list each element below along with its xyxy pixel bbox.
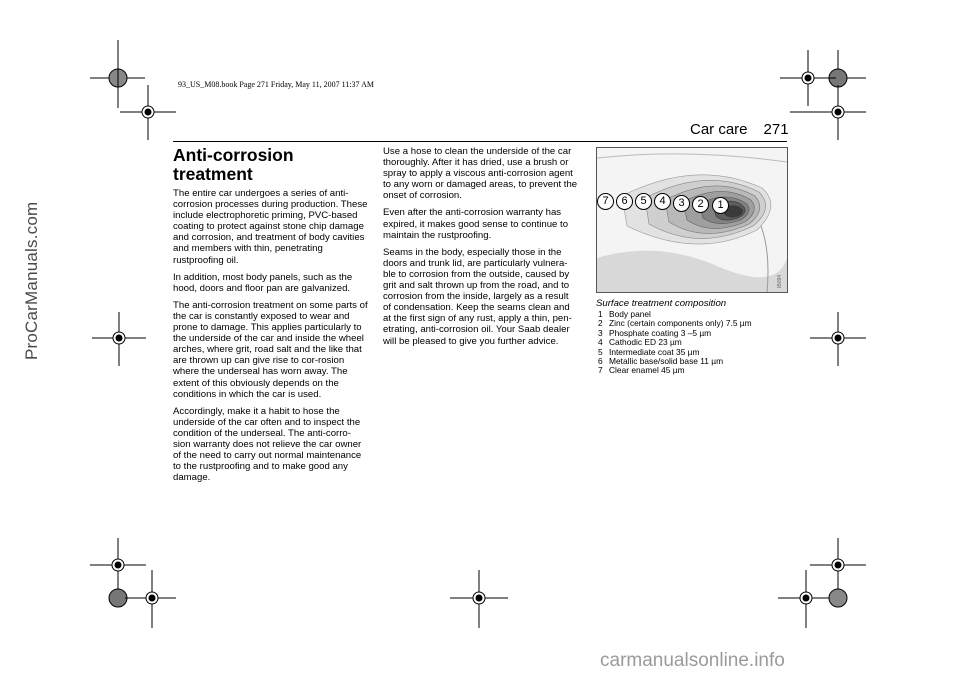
surface-treatment-figure <box>596 147 788 293</box>
coating-layers-illustration <box>597 148 787 292</box>
footer-watermark: carmanualsonline.info <box>600 650 785 671</box>
paragraph: Use a hose to clean the underside of the car thoroughly. After it has dried, use a brush or spray to apply a viscous anti-corrosion agent to any worn or damaged areas, to prevent the onset of corrosion. <box>383 146 578 202</box>
legend-item: 6 Metallic base/solid base 11 µm <box>598 356 724 367</box>
file-header: 93_US_M08.book Page 271 Friday, May 11, 2007 11:37 AM <box>178 80 374 89</box>
section-heading: Anti-corrosion treatment <box>173 145 294 184</box>
paragraph: Seams in the body, especially those in the doors and trunk lid, are particularly vulnera-ble to corrosion from the outside, caused by grit and salt thrown up from the road, and to corrosion from the inside, largely as a result of condensation. Keep the seams clean and at the first sign of any rust, apply a thin, pen-etrating, anti-corrosion oil. Your Saab dealer will be pleased to give you further advice. <box>383 246 572 347</box>
legend-item: 3 Phosphate coating 3 –5 µm <box>598 327 712 338</box>
legend-item: 1 Body panel <box>598 309 651 319</box>
figure-caption: Surface treatment composition <box>596 298 727 309</box>
paragraph: In addition, most body panels, such as the hood, doors and floor pan are galvanized. <box>173 271 353 294</box>
header-rule <box>173 141 787 142</box>
paragraph: The entire car undergoes a series of anti-corrosion processes during production. These include electrophoretic priming, PVC-based coating to protect against stone chip damage and corrosion, and treatment of body cavities and members with thin, penetrating rustproofing oil. <box>173 188 368 266</box>
callout: 4 <box>654 193 671 210</box>
callout: 7 <box>597 193 614 210</box>
page-number: 271 <box>763 121 789 138</box>
paragraph: The anti-corrosion treatment on some parts of the car is constantly exposed to wear and prone to damage. This applies particularly to the underside of the car and inside the wheel arches, where grit, road salt and the like that are thrown up can give rise to cor-rosion where the underseal has worn away. The extent of this obviously depends on the conditions in which the car is used. <box>173 299 368 400</box>
callout: 6 <box>616 193 633 210</box>
figure-code: IB094 <box>777 274 783 288</box>
text-column-1 <box>173 188 368 489</box>
section-title: Car care <box>690 121 748 138</box>
paragraph: Accordingly, make it a habit to hose the underside of the car often and to inspect the condition of the underseal. The anti-corro-sion warranty does not relieve the car owner of the need to carry out normal maintenance to the rustproofing and to make good any damage. <box>173 405 362 484</box>
page-header <box>690 121 789 138</box>
legend-item: 5 Intermediate coat 35 µm <box>598 346 700 357</box>
figure-callouts <box>597 193 787 215</box>
callout: 5 <box>635 193 652 210</box>
legend-item: 7 Clear enamel 45 µm <box>598 365 685 376</box>
text-column-2 <box>383 146 578 353</box>
callout: 2 <box>692 196 709 213</box>
side-watermark: ProCarManuals.com <box>22 201 41 360</box>
callout: 3 <box>673 195 690 212</box>
paragraph: Even after the anti-corrosion warranty has expired, it makes good sense to continue to maintain the rustproofing. <box>383 207 569 241</box>
legend-item: 2 Zinc (certain components only) 7.5 µm <box>598 318 752 329</box>
figure-legend <box>598 310 798 376</box>
legend-item: 4 Cathodic ED 23 µm <box>598 337 682 348</box>
callout: 1 <box>712 197 729 214</box>
